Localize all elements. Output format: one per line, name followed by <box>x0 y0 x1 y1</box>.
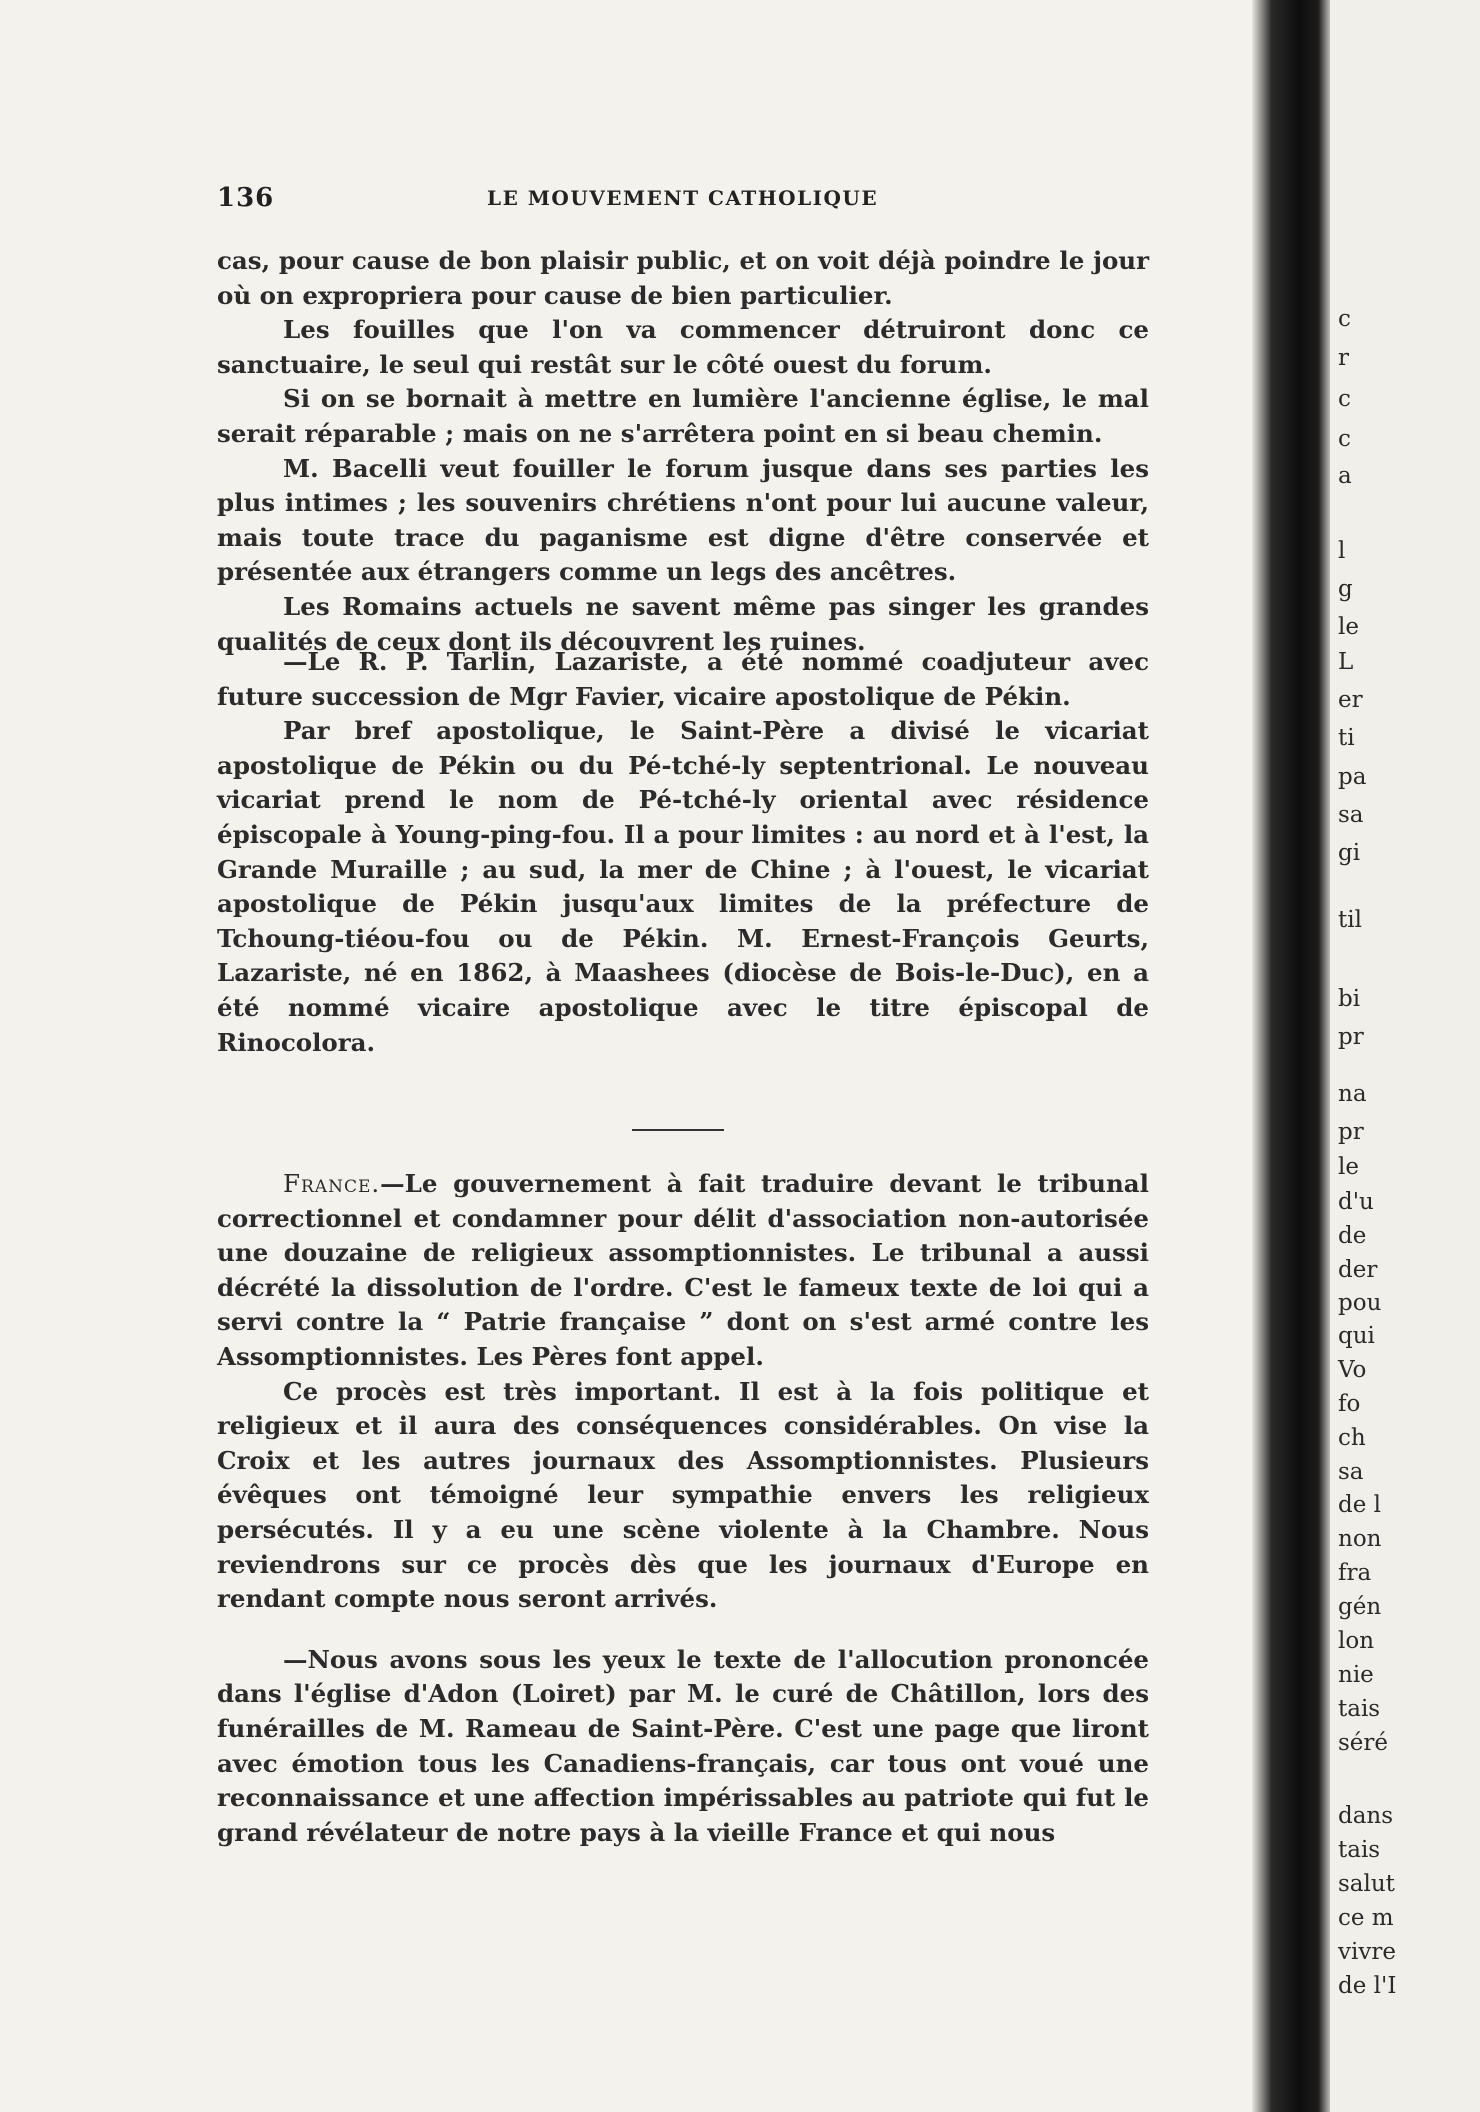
adjacent-page-fragment: fra <box>1338 1560 1372 1586</box>
adjacent-page-fragment: tais <box>1338 1696 1381 1722</box>
adjacent-page-fragment: de l <box>1338 1492 1382 1518</box>
paragraph: Ce procès est très important. Il est à la fois politique et religieux et il aura des conséquences considérables. On vise la Croix et les autres journaux des Assomptionnistes. Plusieurs évêques ont témoigné leur sympathie envers les religieux persécutés. Il y a eu une scène violente à la Chambre. Nous reviendrons sur ce procès dès que les journaux d'Europe en rendant compte nous seront arrivés. <box>217 1376 1149 1614</box>
book-gutter <box>1252 0 1330 2112</box>
adjacent-page-fragment: de l'I <box>1338 1973 1397 1999</box>
adjacent-page-fragment: ti <box>1338 725 1355 751</box>
adjacent-page-fragment: le <box>1338 1154 1359 1180</box>
adjacent-page-fragment: nie <box>1338 1662 1374 1688</box>
adjacent-page-fragment: lon <box>1338 1628 1375 1654</box>
adjacent-page-fragment: salut <box>1338 1871 1395 1897</box>
adjacent-page-fragment: a <box>1338 463 1352 489</box>
france-label: France. <box>283 1169 381 1198</box>
adjacent-page-fragment: sa <box>1338 1459 1364 1485</box>
paragraph: Les fouilles que l'on va commencer détruiront donc ce sanctuaire, le seul qui restât sur le côté ouest du forum. <box>217 315 1149 379</box>
france-section <box>217 1167 1149 1850</box>
adjacent-page-fragment: non <box>1338 1526 1382 1552</box>
adjacent-page-fragment: er <box>1338 687 1363 713</box>
adjacent-page-fragment: L <box>1338 649 1354 675</box>
adjacent-page-fragment: c <box>1338 386 1351 412</box>
adjacent-page-fragment: d'u <box>1338 1189 1374 1215</box>
paragraph: —Nous avons sous les yeux le texte de l'allocution prononcée dans l'église d'Adon (Loiret) par M. le curé de Châtillon, lors des funérailles de M. Rameau de Saint-Père. C'est une page que liront avec émotion tous les Canadiens-français, car tous ont voué une reconnaissance et une affection impérissables au patriote qui fut le grand révélateur de notre pays à la vieille France et qui nous <box>217 1644 1149 1847</box>
adjacent-page-fragment: ce m <box>1338 1905 1394 1931</box>
paragraph: M. Bacelli veut fouiller le forum jusque dans ses parties les plus intimes ; les souvenirs chrétiens n'ont pour lui aucune valeur, mais toute trace du paganisme est digne d'être conservée et présentée aux étrangers comme un legs des ancêtres. <box>217 453 1149 587</box>
adjacent-page-fragment: l <box>1338 538 1346 564</box>
adjacent-page-fragment: le <box>1338 614 1359 640</box>
paragraph <box>217 1167 1149 1375</box>
adjacent-page-fragment: c <box>1338 426 1351 452</box>
running-head: LE MOUVEMENT CATHOLIQUE <box>487 186 879 210</box>
adjacent-page-fragment: tais <box>1338 1837 1381 1863</box>
paragraph-text: —Le gouvernement à fait traduire devant le tribunal correctionnel et condamner pour délit d'association non-autorisée une douzaine de religieux assomptionnistes. Le tribunal a aussi décrété la dissolution de l'ordre. C'est le fameux texte de loi qui a servi contre la “ Patrie française ” dont on s'est armé contre les Assomptionnistes. Les Pères font appel. <box>217 1169 1149 1371</box>
adjacent-page-fragment: na <box>1338 1081 1367 1107</box>
adjacent-page-fragment: vivre <box>1338 1939 1396 1965</box>
china-section <box>217 645 1149 1060</box>
adjacent-page-fragment: der <box>1338 1257 1378 1283</box>
adjacent-page-fragment: pr <box>1338 1119 1364 1145</box>
paragraph: cas, pour cause de bon plaisir public, et on voit déjà poindre le jour où on expropriera pour cause de bien particulier. <box>217 246 1149 310</box>
adjacent-page-fragment: g <box>1338 576 1353 602</box>
paragraph: —Le R. P. Tarlin, Lazariste, a été nommé coadjuteur avec future succession de Mgr Favier, vicaire apostolique de Pékin. <box>217 647 1149 711</box>
adjacent-page-fragment: qui <box>1338 1323 1375 1349</box>
adjacent-page-fragment: r <box>1338 345 1349 371</box>
adjacent-page-fragment: de <box>1338 1223 1367 1249</box>
adjacent-page-fragment: ch <box>1338 1425 1366 1451</box>
adjacent-page-fragment: til <box>1338 907 1362 933</box>
adjacent-page-fragment: dans <box>1338 1803 1394 1829</box>
adjacent-page-fragment: sa <box>1338 802 1364 828</box>
adjacent-page-fragment: c <box>1338 306 1351 332</box>
rome-section <box>217 244 1149 659</box>
adjacent-page-fragment: bi <box>1338 986 1361 1012</box>
adjacent-page-fragment: Vo <box>1338 1357 1367 1383</box>
adjacent-page-fragment: pou <box>1338 1290 1382 1316</box>
section-divider <box>632 1129 724 1131</box>
page-number: 136 <box>217 183 275 213</box>
adjacent-page-fragment: gén <box>1338 1594 1382 1620</box>
adjacent-page-fragment: séré <box>1338 1730 1389 1756</box>
adjacent-page-edge <box>1330 0 1480 2112</box>
paragraph: Par bref apostolique, le Saint-Père a divisé le vicariat apostolique de Pékin ou du Pé-tché-ly septentrional. Le nouveau vicariat prend le nom de Pé-tché-ly oriental avec résidence épiscopale à Young-ping-fou. Il a pour limites : au nord et à l'est, la Grande Muraille ; au sud, la mer de Chine ; à l'ouest, le vicariat apostolique de Pékin jusqu'aux limites de la préfecture de Tchoung-tiéou-fou ou de Pékin. M. Ernest-François Geurts, Lazariste, né en 1862, à Maashees (diocèse de Bois-le-Duc), en a été nommé vicaire apostolique avec le titre épiscopal de Rinocolora. <box>217 716 1149 1057</box>
adjacent-page-fragment: pa <box>1338 764 1367 790</box>
paragraph: Si on se bornait à mettre en lumière l'ancienne église, le mal serait réparable ; mais on ne s'arrêtera point en si beau chemin. <box>217 384 1149 448</box>
adjacent-page-fragment: fo <box>1338 1391 1361 1417</box>
paragraph: Les Romains actuels ne savent même pas singer les grandes qualités de ceux dont ils découvrent les ruines. <box>217 591 1149 656</box>
adjacent-page-fragment: gi <box>1338 840 1361 866</box>
adjacent-page-fragment: pr <box>1338 1024 1364 1050</box>
page-header <box>217 183 1149 213</box>
